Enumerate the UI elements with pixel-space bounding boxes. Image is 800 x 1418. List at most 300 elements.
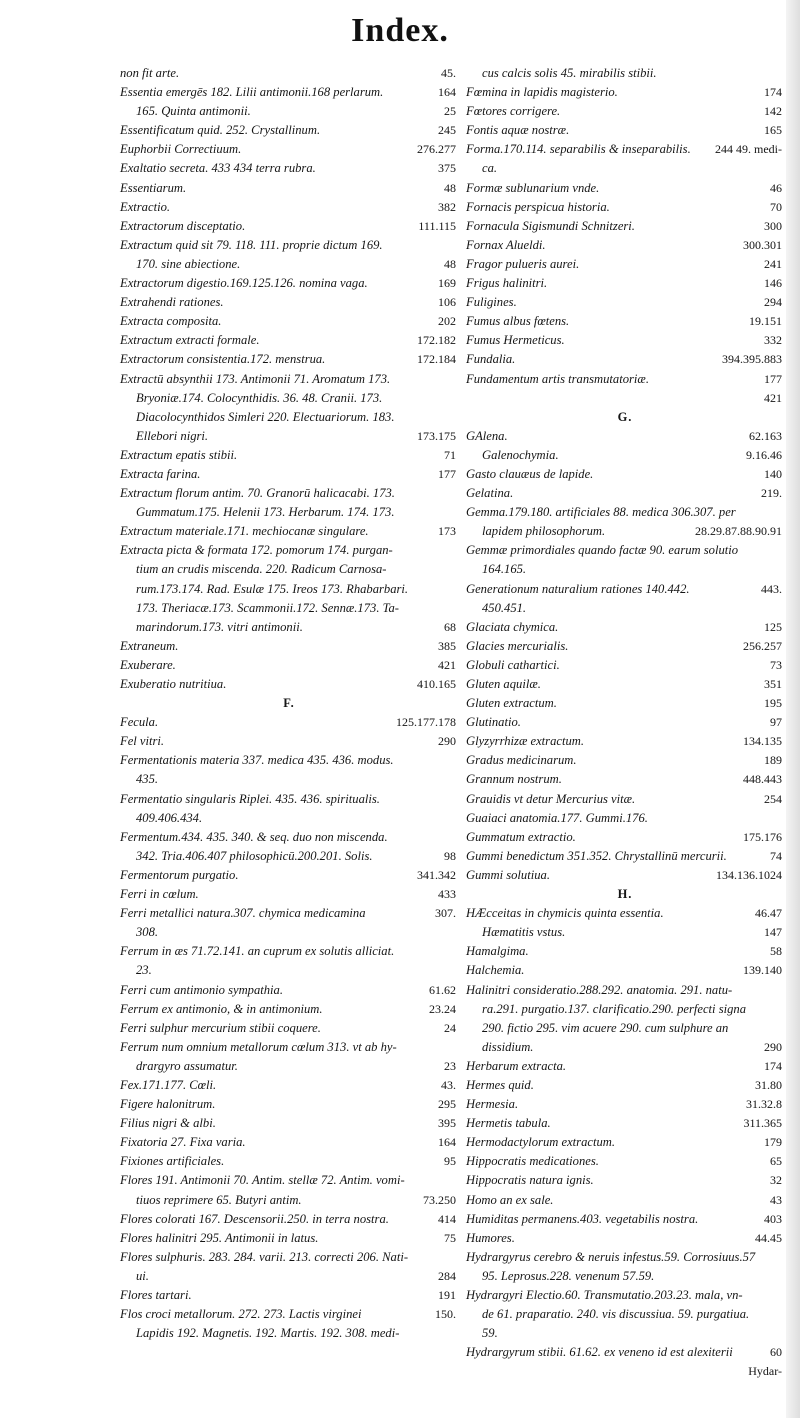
entry-page-refs: 195 [764, 696, 782, 711]
entry-term: Fermentationis materia 337. medica 435. 436. modus. [120, 753, 394, 768]
entry-term: Fœtores corrigere. [466, 104, 561, 119]
entry-page-refs: 174 [764, 85, 782, 100]
entry-page-refs: 311.365 [743, 1116, 782, 1131]
entry-term: rum.173.174. Rad. Esulæ 175. Ireos 173. Rhabarbari. [136, 581, 409, 596]
entry-term: Ferrum ex antimonio, & in antimonium. [120, 1001, 323, 1016]
entry-term: Grauidis vt detur Mercurius vitæ. [466, 791, 636, 806]
index-entry [466, 541, 784, 560]
entry-term: Extractum quid sit 79. 118. 111. proprie dictum 169. [120, 237, 383, 252]
entry-page-refs: 65 [770, 1154, 782, 1169]
index-entry [120, 885, 458, 904]
entry-term: Hydrargyrus cerebro & neruis infestus.59. Corrosiuus.57 [466, 1249, 756, 1264]
index-entry [120, 293, 458, 312]
index-entry [120, 809, 458, 828]
entry-term: Exuberare. [120, 657, 176, 672]
index-entry [466, 1152, 784, 1171]
index-entry [466, 828, 784, 847]
entry-term: Exaltatio secreta. 433 434 terra rubra. [120, 161, 316, 176]
entry-term: Hæmatitis vstus. [482, 925, 566, 940]
entry-term: Extrahendi rationes. [120, 295, 224, 310]
entry-term: ui. [136, 1268, 149, 1283]
index-entry [120, 1191, 458, 1210]
index-entry [120, 121, 458, 140]
entry-term: tiuos reprimere 65. Butyri antim. [136, 1192, 302, 1207]
entry-term: dissidium. [482, 1039, 534, 1054]
index-entry [120, 981, 458, 1000]
entry-term: 165. Quinta antimonii. [136, 104, 251, 119]
entry-term: Lapidis 192. Magnetis. 192. Martis. 192. 308. medi- [136, 1326, 400, 1341]
entry-term: Euphorbii Correctiuum. [120, 142, 242, 157]
entry-page-refs: 177 [764, 371, 782, 386]
index-entry [466, 1210, 784, 1229]
index-entry [120, 942, 458, 961]
index-entry [120, 427, 458, 446]
entry-term: Humiditas permanens.403. vegetabilis nostra. [466, 1211, 699, 1226]
entry-page-refs: 254 [764, 791, 782, 806]
entry-page-refs: 351 [764, 677, 782, 691]
index-entry [466, 599, 784, 618]
index-entry [120, 637, 458, 656]
index-entry [120, 1000, 458, 1019]
entry-page-refs: 448.443 [743, 772, 782, 787]
entry-page-refs: 28.29.87.88.90.91 [695, 524, 782, 539]
entry-term: Glaciata chymica. [466, 619, 559, 634]
index-entry [120, 675, 458, 694]
index-entry [120, 1095, 458, 1114]
entry-term: Frigus halinitri. [466, 276, 548, 291]
entry-term: Extracta farina. [120, 466, 201, 481]
entry-term: Fuligines. [466, 295, 517, 310]
entry-term: Ferri sulphur mercurium stibii coquere. [120, 1020, 321, 1035]
entry-page-refs: 73 [770, 657, 782, 672]
entry-term: Forma.170.114. separabilis & inseparabilis. [466, 142, 691, 157]
entry-term: Fontis aquæ nostræ. [466, 123, 570, 138]
index-entry [466, 694, 784, 713]
entry-term: Fœmina in lapidis magisterio. [466, 85, 618, 100]
index-entry [120, 370, 458, 389]
entry-term: Gummatum extractio. [466, 829, 576, 844]
index-entry [120, 1171, 458, 1190]
entry-term: Extracta picta & formata 172. pomorum 174. purgan- [120, 543, 393, 558]
section-letter: F. [283, 696, 295, 711]
index-entry [120, 1248, 458, 1267]
entry-term: Guaiaci anatomia.177. Gummi.176. [466, 810, 648, 825]
entry-term: Diacolocynthidos Simleri 220. Electuariorum. 183. [136, 409, 395, 424]
entry-term: Flos croci metallorum. 272. 273. Lactis virginei [120, 1307, 362, 1322]
index-entry [466, 64, 784, 83]
entry-term: tium an crudis miscenda. 220. Radicum Carnosa- [136, 562, 387, 577]
index-entry [120, 618, 458, 637]
index-entry [466, 102, 784, 121]
index-entry [120, 446, 458, 465]
index-entry [120, 732, 458, 751]
entry-page-refs: 177 [438, 466, 456, 481]
index-entry [120, 541, 458, 560]
index-entry [466, 140, 784, 159]
entry-term: Glacies mercurialis. [466, 638, 569, 653]
entry-page-refs: 173 [438, 524, 456, 539]
entry-term: Generationum naturalium rationes 140.442. [466, 581, 690, 596]
entry-page-refs: 375 [438, 161, 456, 176]
index-entry [466, 809, 784, 828]
index-entry [120, 1133, 458, 1152]
index-entry [466, 1019, 784, 1038]
index-entry [466, 1076, 784, 1095]
entry-term: Extractorum disceptatio. [120, 218, 246, 233]
entry-page-refs: 31.32.8 [746, 1097, 782, 1112]
section-letter: G. [617, 409, 633, 424]
entry-page-refs: 290 [438, 734, 456, 749]
index-column-right [466, 64, 784, 1416]
entry-term: Gemma.179.180. artificiales 88. medica 306.307. per [466, 505, 736, 520]
entry-page-refs: 173.175 [417, 428, 456, 443]
index-entry [120, 713, 458, 732]
entry-term: 342. Tria.406.407 philosophicū.200.201. Solis. [136, 848, 373, 863]
index-entry [120, 522, 458, 541]
index-entry [120, 599, 458, 618]
entry-term: Essentificatum quid. 252. Crystallinum. [120, 123, 321, 138]
entry-term: Hamalgima. [466, 944, 529, 959]
entry-term: Fornacula Sigismundi Schnitzeri. [466, 218, 635, 233]
entry-page-refs: 410.165 [417, 677, 456, 691]
entry-page-refs: 403 [764, 1211, 782, 1226]
entry-page-refs: 134.136.1024 [716, 867, 782, 882]
entry-term: Galenochymia. [482, 447, 559, 462]
entry-term: drargyro assumatur. [136, 1058, 238, 1073]
entry-page-refs: 443. [761, 581, 782, 596]
index-entry [466, 560, 784, 579]
entry-term: Fixiones artificiales. [120, 1154, 225, 1169]
entry-page-refs: 421 [438, 657, 456, 672]
entry-term: Halinitri consideratio.288.292. anatomia. 291. natu- [466, 982, 733, 997]
entry-page-refs: 300 [764, 218, 782, 233]
entry-term: Hermesia. [466, 1097, 519, 1112]
index-entry [120, 1229, 458, 1248]
entry-term: Grannum nostrum. [466, 772, 562, 787]
entry-page-refs: 294 [764, 295, 782, 310]
entry-term: ra.291. purgatio.137. clarificatio.290. perfecti signa [482, 1001, 746, 1016]
index-entry [466, 465, 784, 484]
entry-page-refs: 202 [438, 314, 456, 329]
index-entry [120, 217, 458, 236]
entry-term: Fermentorum purgatio. [120, 867, 239, 882]
index-entry [120, 408, 458, 427]
index-entry [466, 713, 784, 732]
entry-page-refs: 46 [770, 180, 782, 195]
entry-term: Humores. [466, 1230, 515, 1245]
entry-term: Extractum extracti formale. [120, 333, 260, 348]
entry-term: Ferrum num omnium metallorum cœlum 313. vt ab hy- [120, 1039, 397, 1054]
entry-page-refs: 9.16.46 [746, 447, 782, 462]
entry-term: Fragor pulueris aurei. [466, 256, 580, 271]
index-entry [466, 1286, 784, 1305]
entry-page-refs: 44.45 [755, 1230, 782, 1245]
index-entry [120, 1210, 458, 1229]
entry-term: Halchemia. [466, 963, 525, 978]
index-entry [120, 102, 458, 121]
entry-page-refs: Hydar- [748, 1364, 782, 1379]
index-entry [120, 1076, 458, 1095]
index-entry [466, 847, 784, 866]
entry-term: Extractorum digestio.169.125.126. nomina vaga. [120, 276, 368, 291]
entry-term: GAlena. [466, 428, 508, 443]
entry-term: Extractum epatis stibii. [120, 447, 238, 462]
entry-page-refs: 97 [770, 715, 782, 730]
entry-term: Formæ sublunarium vnde. [466, 180, 600, 195]
entry-page-refs: 43 [770, 1192, 782, 1207]
entry-page-refs: 43. [441, 1077, 456, 1092]
entry-page-refs: 295 [438, 1097, 456, 1112]
entry-term: Glyzyrrhizæ extractum. [466, 734, 584, 749]
index-entry [466, 904, 784, 923]
index-entry [466, 427, 784, 446]
index-entry [120, 751, 458, 770]
entry-page-refs: 74 [770, 848, 782, 863]
entry-term: Gemmæ primordiales quando factæ 90. earum solutio [466, 543, 739, 558]
entry-term: Flores colorati 167. Descensorii.250. in terra nostra. [120, 1211, 389, 1226]
entry-page-refs: 244 49. medi- [715, 142, 782, 157]
index-entry [466, 656, 784, 675]
entry-term: Hermodactylorum extractum. [466, 1135, 615, 1150]
index-entry [120, 179, 458, 198]
entry-page-refs: 191 [438, 1288, 456, 1302]
entry-term: Gradus medicinarum. [466, 753, 577, 768]
index-entry [120, 503, 458, 522]
entry-term: Exuberatio nutritiua. [120, 677, 227, 691]
index-entry [466, 1248, 784, 1267]
entry-page-refs: 46.47 [755, 906, 782, 921]
entry-page-refs: 23 [444, 1058, 456, 1073]
entry-page-refs: 32 [770, 1173, 782, 1188]
entry-page-refs: 106 [438, 295, 456, 310]
entry-page-refs: 172.182 [417, 333, 456, 348]
index-entry [466, 312, 784, 331]
entry-term: Hydrargyrum stibii. 61.62. ex veneno id est alexiterii [466, 1345, 733, 1360]
index-entry [466, 293, 784, 312]
index-entry [466, 179, 784, 198]
entry-term: Flores tartari. [120, 1288, 192, 1302]
entry-page-refs: 341.342 [417, 867, 456, 882]
index-entry [120, 1286, 458, 1305]
entry-term: Gummi benedictum 351.352. Chrystallinū mercurii. [466, 848, 727, 863]
index-entry [120, 828, 458, 847]
entry-term: Gasto clauæus de lapide. [466, 466, 594, 481]
entry-page-refs: 71 [444, 447, 456, 462]
index-entry [466, 1324, 784, 1343]
index-entry [120, 465, 458, 484]
index-entry [120, 331, 458, 350]
index-entry [120, 350, 458, 369]
index-entry [466, 389, 784, 408]
entry-page-refs: 172.184 [417, 352, 456, 367]
index-entry [466, 159, 784, 178]
entry-term: Figere halonitrum. [120, 1097, 216, 1112]
index-entry [120, 274, 458, 293]
index-entry [466, 580, 784, 599]
entry-term: Fixatoria 27. Fixa varia. [120, 1135, 246, 1150]
entry-page-refs: 394.395.883 [722, 352, 782, 367]
entry-page-refs: 276.277 [417, 142, 456, 157]
entry-page-refs: 164 [438, 1135, 456, 1150]
index-entry [466, 675, 784, 694]
entry-term: Fumus Hermeticus. [466, 333, 565, 348]
entry-term: 308. [136, 925, 159, 940]
index-entry [120, 923, 458, 942]
entry-term: 173. Theriacæ.173. Scammonii.172. Sennæ.173. Ta- [136, 600, 399, 615]
entry-term: de 61. praparatio. 240. vis discussiua. 59. purgatiua. [482, 1307, 750, 1322]
index-entry [120, 389, 458, 408]
entry-term: Extractū absynthii 173. Antimonii 71. Aromatum 173. [120, 371, 391, 386]
entry-term: lapidem philosophorum. [482, 524, 606, 539]
index-entry [466, 942, 784, 961]
entry-term: Fermentum.434. 435. 340. & seq. duo non miscenda. [120, 829, 388, 844]
index-entry [120, 904, 458, 923]
index-entry [466, 121, 784, 140]
entry-term: Gluten extractum. [466, 696, 557, 711]
entry-term: Flores sulphuris. 283. 284. varii. 213. correcti 206. Nati- [120, 1249, 409, 1264]
index-entry [120, 198, 458, 217]
entry-page-refs: 241 [764, 256, 782, 271]
index-entry [120, 83, 458, 102]
index-entry [120, 1057, 458, 1076]
entry-page-refs: 382 [438, 199, 456, 214]
entry-page-refs: 164 [438, 85, 456, 100]
entry-term: ca. [482, 161, 498, 176]
entry-page-refs: 179 [764, 1135, 782, 1150]
entry-term: marindorum.173. vitri antimonii. [136, 619, 303, 634]
entry-page-refs: 245 [438, 123, 456, 138]
index-entry [120, 866, 458, 885]
entry-term: Extraneum. [120, 638, 179, 653]
index-entry [120, 1305, 458, 1324]
entry-page-refs: 414 [438, 1211, 456, 1226]
entry-term: Fermentatio singularis Riplei. 435. 436. spiritualis. [120, 791, 380, 806]
entry-page-refs: 68 [444, 619, 456, 634]
index-entry [120, 140, 458, 159]
entry-term: Ferri in cœlum. [120, 887, 199, 902]
entry-term: Fel vitri. [120, 734, 165, 749]
entry-term: Ferrum in æs 71.72.141. an cuprum ex solutis alliciat. [120, 944, 395, 959]
index-entry [466, 1343, 784, 1362]
index-entry [120, 560, 458, 579]
entry-page-refs: 165 [764, 123, 782, 138]
entry-page-refs: 48 [444, 256, 456, 271]
entry-term: Extracta composita. [120, 314, 222, 329]
entry-term: non fit arte. [120, 66, 180, 80]
entry-page-refs: 48 [444, 180, 456, 195]
entry-page-refs: 146 [764, 276, 782, 291]
entry-page-refs: 125.177.178 [396, 715, 456, 730]
index-entry [466, 866, 784, 885]
entry-term: HÆcceitas in chymicis quinta essentia. [466, 906, 664, 921]
index-entry [466, 637, 784, 656]
entry-term: Hippocratis natura ignis. [466, 1173, 594, 1188]
entry-page-refs: 95 [444, 1154, 456, 1169]
entry-page-refs: 70 [770, 199, 782, 214]
entry-page-refs: 134.135 [743, 734, 782, 749]
index-entry [466, 446, 784, 465]
entry-term: 409.406.434. [136, 810, 203, 825]
index-entry [120, 961, 458, 980]
entry-term: Globuli cathartici. [466, 657, 560, 672]
entry-page-refs: 175.176 [743, 829, 782, 844]
page-title: Index. [351, 12, 449, 49]
index-entry [466, 1095, 784, 1114]
index-entry [120, 580, 458, 599]
entry-term: Flores 191. Antimonii 70. Antim. stellæ 72. Antim. vomi- [120, 1173, 405, 1188]
entry-term: Glutinatio. [466, 715, 521, 730]
entry-term: Fundamentum artis transmutatoriæ. [466, 371, 649, 386]
entry-term: Extractum florum antim. 70. Granorū halicacabi. 173. [120, 486, 395, 501]
entry-term: 170. sine abiectione. [136, 256, 241, 271]
index-entry [466, 1171, 784, 1190]
entry-term: Extractio. [120, 199, 171, 214]
entry-term: Hermes quid. [466, 1077, 534, 1092]
entry-page-refs: 284 [438, 1268, 456, 1283]
entry-page-refs: 169 [438, 276, 456, 291]
index-entry [120, 159, 458, 178]
entry-term: Hermetis tabula. [466, 1116, 551, 1131]
entry-term: Fumus albus fœtens. [466, 314, 570, 329]
entry-term: cus calcis solis 45. mirabilis stibii. [482, 66, 657, 80]
entry-term: 23. [136, 963, 152, 978]
index-entry [466, 790, 784, 809]
entry-page-refs: 19.151 [749, 314, 782, 329]
index-entry [120, 1267, 458, 1286]
entry-page-refs: 142 [764, 104, 782, 119]
entry-page-refs: 31.80 [755, 1077, 782, 1092]
section-letter: H. [617, 887, 633, 902]
entry-page-refs: 189 [764, 753, 782, 768]
entry-page-refs: 300.301 [743, 237, 782, 252]
index-entry [466, 1038, 784, 1057]
index-entry [466, 1229, 784, 1248]
entry-page-refs: 62.163 [749, 428, 782, 443]
entry-term: Fecula. [120, 715, 159, 730]
entry-term: Ellebori nigri. [136, 428, 209, 443]
index-entry [120, 1019, 458, 1038]
entry-term: Hydrargyri Electio.60. Transmutatio.203.23. mala, vn- [466, 1288, 743, 1302]
entry-term: 59. [482, 1326, 498, 1341]
index-entry [466, 1305, 784, 1324]
index-entry [466, 1057, 784, 1076]
entry-term: Gummatum.175. Helenii 173. Herbarum. 174. 173. [136, 505, 395, 520]
entry-page-refs: 58 [770, 944, 782, 959]
entry-term: Herbarum extracta. [466, 1058, 567, 1073]
index-entry [466, 503, 784, 522]
index-entry [466, 198, 784, 217]
entry-page-refs: 385 [438, 638, 456, 653]
entry-term: Flores halinitri 295. Antimonii in latus. [120, 1230, 319, 1245]
entry-page-refs: 332 [764, 333, 782, 348]
entry-page-refs: 307. [435, 906, 456, 921]
entry-term: Homo an ex sale. [466, 1192, 554, 1207]
entry-page-refs: 147 [764, 925, 782, 940]
index-entry [120, 847, 458, 866]
index-entry [466, 1191, 784, 1210]
entry-term: 290. fictio 295. vim acuere 290. cum sulphure an [482, 1020, 729, 1035]
entry-page-refs: 75 [444, 1230, 456, 1245]
entry-term: 95. Leprosus.228. venenum 57.59. [482, 1268, 655, 1283]
entry-term: Fornacis perspicua historia. [466, 199, 610, 214]
entry-term: Fornax Alueldi. [466, 237, 546, 252]
index-entry [466, 1362, 784, 1381]
entry-term: 164.165. [482, 562, 527, 577]
index-column-left [120, 64, 458, 1416]
index-entry [120, 1152, 458, 1171]
entry-term: Extractum materiale.171. mechiocanæ singulare. [120, 524, 369, 539]
entry-term: Hippocratis medicationes. [466, 1154, 599, 1169]
